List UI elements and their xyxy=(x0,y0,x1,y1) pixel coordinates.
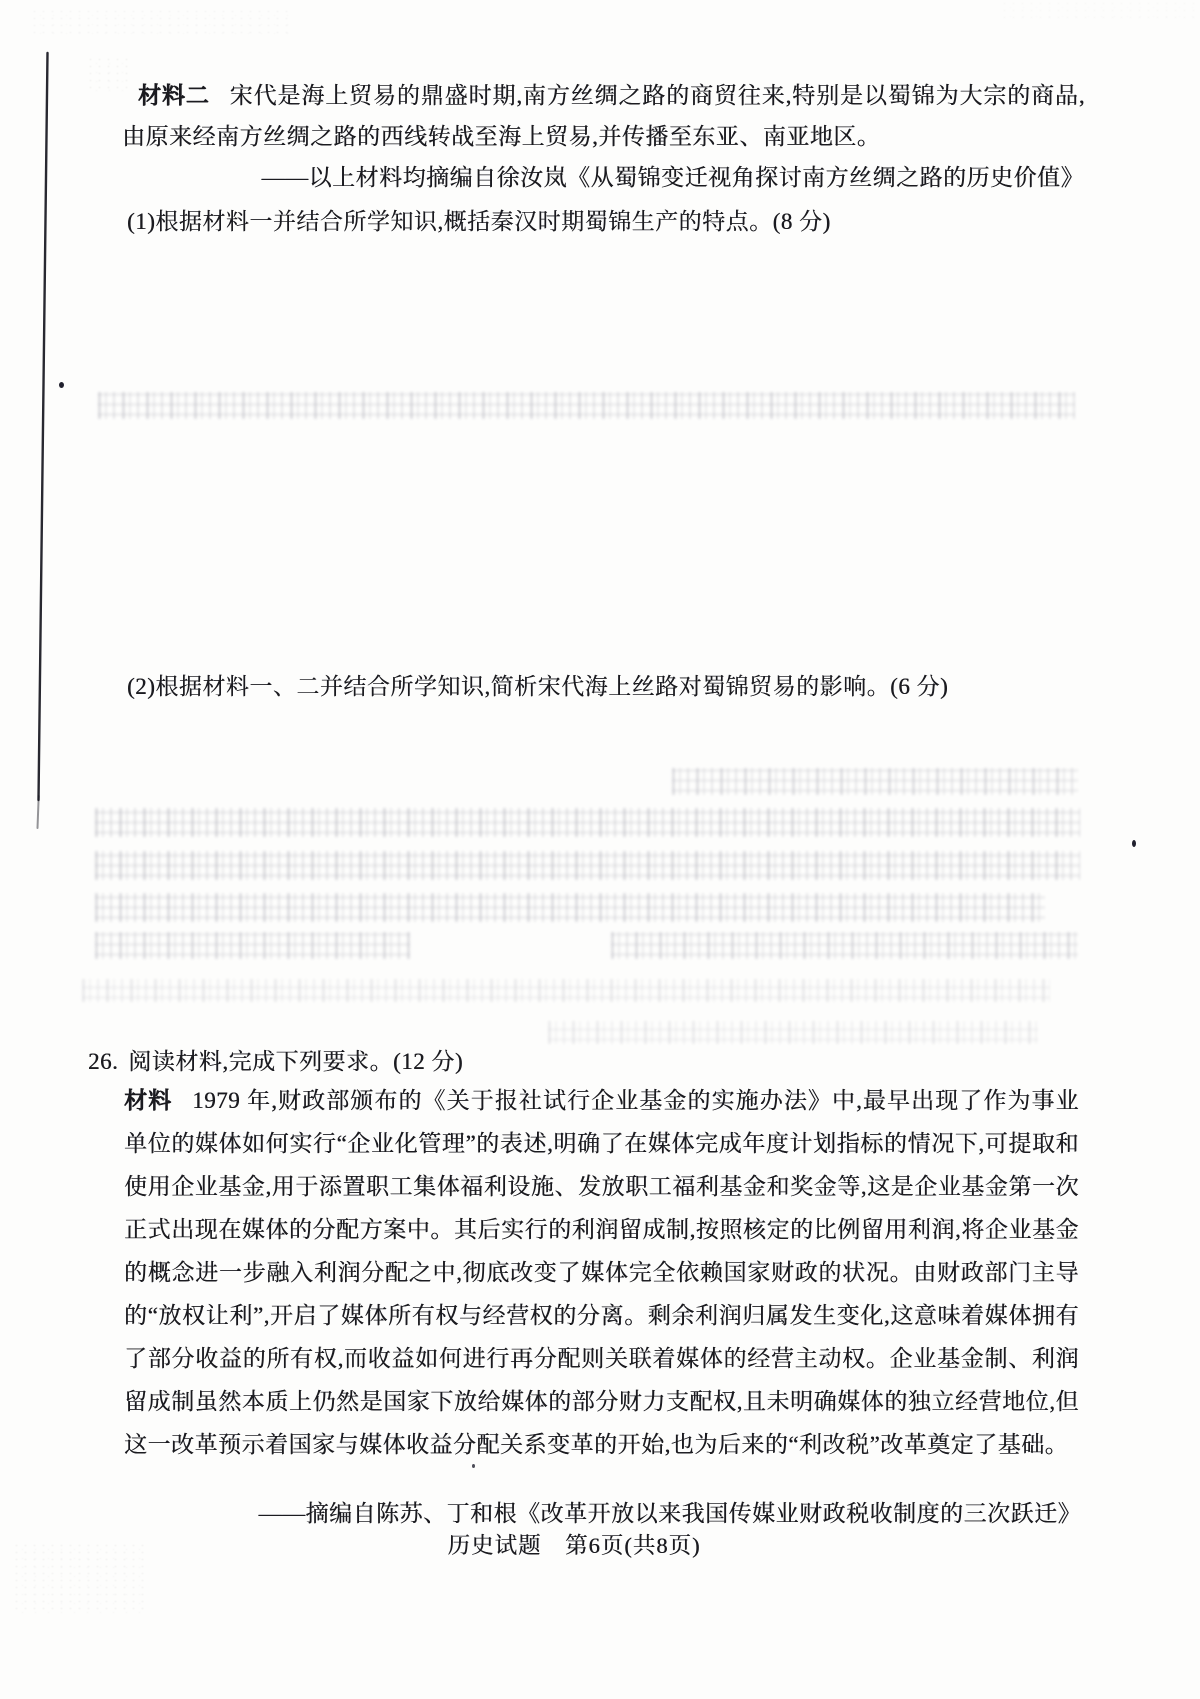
question-26-header xyxy=(88,1041,1068,1082)
bleedthrough-band xyxy=(672,768,1078,795)
question-2: (2)根据材料一、二并结合所学知识,简析宋代海上丝路对蜀锦贸易的影响。(6 分) xyxy=(127,674,949,699)
bleedthrough-band xyxy=(98,392,1075,419)
bleedthrough-band xyxy=(95,893,1045,922)
bleedthrough-band xyxy=(95,851,1080,880)
question-26-material-paragraph xyxy=(124,1079,1079,1466)
ink-speck xyxy=(1132,840,1136,847)
bleedthrough-band xyxy=(82,979,1050,1002)
material2-attribution: ——以上材料均摘编自徐汝岚《从蜀锦变迁视角探讨南方丝绸之路的历史价值》 xyxy=(261,165,1084,190)
question-1: (1)根据材料一并结合所学知识,概括秦汉时期蜀锦生产的特点。(8 分) xyxy=(127,209,831,234)
bleedthrough-band xyxy=(95,808,1080,837)
material2-text: 宋代是海上贸易的鼎盛时期,南方丝绸之路的商贸往来,特别是以蜀锦为大宗的商品,由原来经南方丝绸之路的西线转战至海上贸易,并传播至东亚、南亚地区。 xyxy=(122,83,1086,149)
question-26-attribution: ——摘编自陈苏、丁和根《改革开放以来我国传媒业财政税收制度的三次跃迁》 xyxy=(258,1501,1081,1526)
bleedthrough-band xyxy=(611,932,1078,959)
ink-speck xyxy=(59,382,64,388)
question-26-prompt: 阅读材料,完成下列要求。(12 分) xyxy=(128,1049,464,1074)
bleedthrough-band xyxy=(95,932,410,959)
question-26-material-text: 1979 年,财政部颁布的《关于报社试行企业基金的实施办法》中,最早出现了作为事业单位的媒体如何实行“企业化管理”的表述,明确了在媒体完成年度计划指标的情况下,可提取和使用企业基金,用于添置职工集体福利设施、发放职工福利基金和奖金等,这是企业基金第一次正式出现在媒体的分配方案中。其后实行的利润留成制,按照核定的比例留用利润,将企业基金的概念进一步融入利润分配之中,彻底改变了媒体完全依赖国家财政的状况。由财政部门主导的“放权让利”,开启了媒体所有权与经营权的分离。剩余利润归属发生变化,这意味着媒体拥有了部分收益的所有权,而收益如何进行再分配则关联着媒体的经营主动权。企业基金制、利润留成制虽然本质上仍然是国家下放给媒体的部分财力支配权,且未明确媒体的独立经营地位,但这一改革预示着国家与媒体收益分配关系变革的开始,也为后来的“利改税”改革奠定了基础。 xyxy=(124,1088,1080,1457)
question-26-material-label: 材料 xyxy=(124,1088,173,1113)
page-footer: 历史试题 第6页(共8页) xyxy=(447,1533,701,1558)
scan-dust-top-left xyxy=(30,8,290,34)
material2-label: 材料二 xyxy=(138,83,210,108)
scan-dust-top-right xyxy=(1000,0,1200,18)
question-26-number: 26. xyxy=(88,1049,119,1074)
material2-paragraph xyxy=(122,75,1085,157)
